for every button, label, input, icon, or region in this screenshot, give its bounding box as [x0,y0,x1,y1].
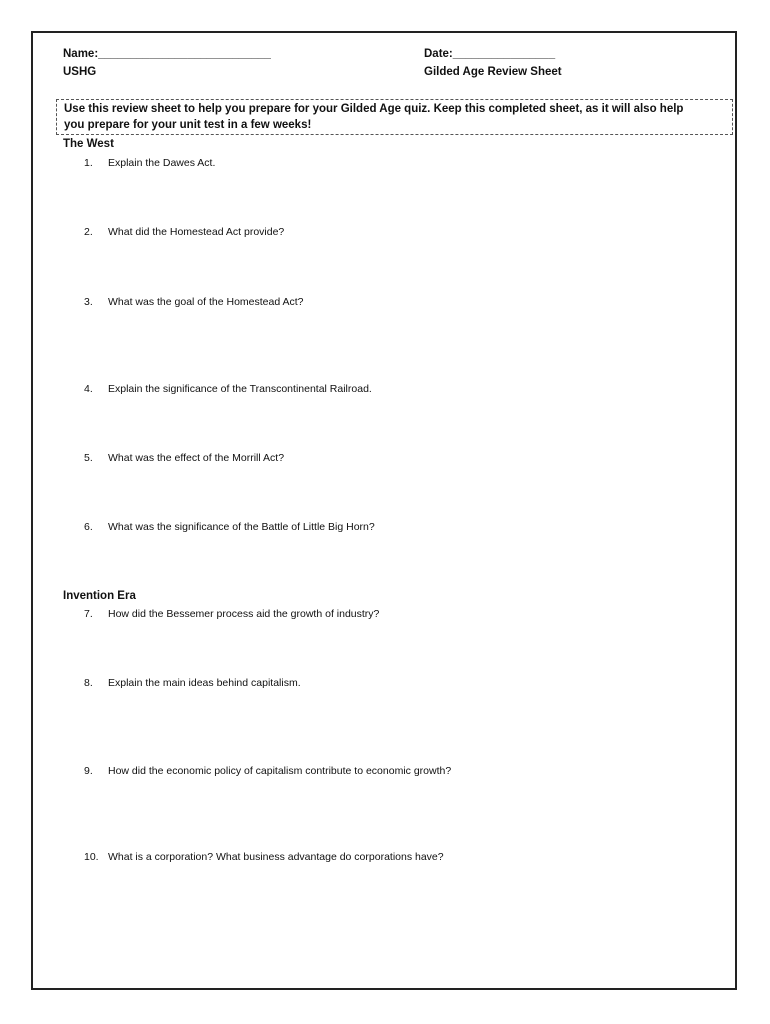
question-item [84,677,301,689]
question-item [84,851,444,863]
question-number: 2. [84,226,93,238]
instructions-line-1: Use this review sheet to help you prepare for your Gilded Age quiz. Keep this completed sheet, as it will also help [64,103,684,115]
date-field-label[interactable]: Date:________________ [424,48,556,60]
question-number: 8. [84,677,93,689]
question-number: 9. [84,765,93,777]
question-text: Explain the main ideas behind capitalism. [108,677,301,689]
question-text: What was the effect of the Morrill Act? [108,452,285,464]
question-text: How did the economic policy of capitalism contribute to economic growth? [108,765,452,777]
question-text: What was the goal of the Homestead Act? [108,296,304,308]
instructions-box [56,99,733,135]
question-number: 7. [84,608,93,620]
page-border [31,31,737,990]
question-item [84,452,284,464]
question-item [84,383,372,395]
question-text: What did the Homestead Act provide? [108,226,285,238]
name-field-label[interactable]: Name:___________________________ [63,48,271,60]
course-label: USHG [63,66,97,78]
section-title-invention-era: Invention Era [63,590,136,602]
question-text: What is a corporation? What business advantage do corporations have? [108,851,444,863]
question-item [84,521,375,533]
question-text: Explain the Dawes Act. [108,157,216,169]
question-number: 5. [84,452,93,464]
question-item [84,296,304,308]
instructions-line-2: you prepare for your unit test in a few weeks! [64,119,312,131]
question-item [84,608,379,620]
question-item [84,157,215,169]
question-text: Explain the significance of the Transcontinental Railroad. [108,383,372,395]
section-title-the-west: The West [63,138,114,150]
question-number: 6. [84,521,93,533]
sheet-title: Gilded Age Review Sheet [424,66,562,78]
question-number: 3. [84,296,93,308]
question-text: How did the Bessemer process aid the growth of industry? [108,608,380,620]
question-number: 10. [84,851,99,863]
question-number: 1. [84,157,93,169]
question-text: What was the significance of the Battle of Little Big Horn? [108,521,375,533]
question-item [84,765,451,777]
question-number: 4. [84,383,93,395]
question-item [84,226,284,238]
